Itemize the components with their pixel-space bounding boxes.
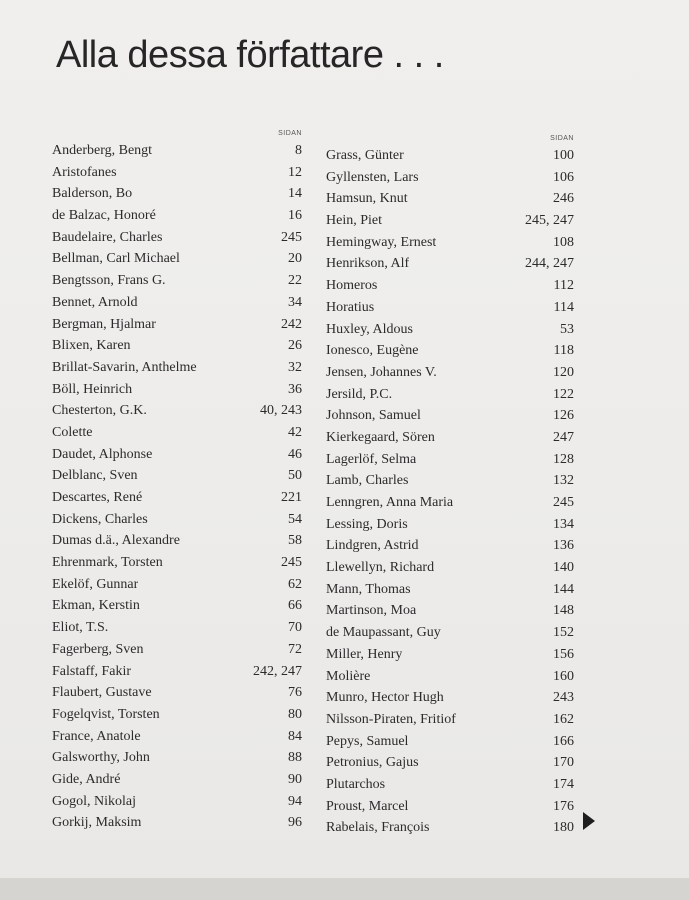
author-entry	[326, 579, 574, 601]
page-number: 54	[288, 511, 302, 527]
page-number: 100	[553, 148, 574, 163]
author-name: Galsworthy, John	[52, 750, 150, 766]
page-title: Alla dessa författare . . .	[56, 34, 444, 76]
author-entry	[52, 530, 302, 552]
page-column-header: SIDAN	[550, 135, 574, 142]
author-entry	[326, 600, 574, 622]
page-number: 16	[288, 208, 302, 224]
author-name: Daudet, Alphonse	[52, 446, 153, 462]
author-name: Hemingway, Ernest	[326, 234, 437, 250]
author-entry	[326, 167, 574, 189]
author-name: Pepys, Samuel	[326, 733, 409, 749]
page-number: 244, 247	[525, 256, 574, 272]
author-name: Baudelaire, Charles	[52, 229, 163, 245]
page-number: 50	[288, 468, 302, 484]
page-number: 176	[553, 798, 574, 814]
author-entry	[326, 384, 574, 406]
author-name: Fogelqvist, Torsten	[52, 706, 160, 722]
author-name: Bengtsson, Frans G.	[52, 273, 166, 289]
author-name: Munro, Hector Hugh	[326, 690, 444, 706]
author-entry	[326, 666, 574, 688]
page-number: 120	[553, 364, 574, 380]
author-entry	[326, 514, 574, 536]
author-entry	[326, 210, 574, 232]
page-number: 144	[553, 581, 574, 597]
author-name: Brillat-Savarin, Anthelme	[52, 359, 197, 375]
author-name: Dickens, Charles	[52, 511, 148, 527]
page-number: 58	[288, 533, 302, 549]
author-entry	[326, 188, 574, 210]
author-name: Blixen, Karen	[52, 338, 131, 354]
author-entry	[52, 444, 302, 466]
author-name: Rabelais, François	[326, 820, 430, 836]
page-number: 66	[288, 598, 302, 614]
author-name: Eliot, T.S.	[52, 620, 109, 636]
author-column-right	[326, 133, 574, 839]
author-name: Gide, André	[52, 771, 121, 787]
author-entry	[326, 774, 574, 796]
page-number: 132	[553, 473, 574, 489]
author-name: Bergman, Hjalmar	[52, 316, 156, 332]
author-name: de Maupassant, Guy	[326, 625, 441, 641]
page-number: 36	[288, 381, 302, 397]
author-name: Lessing, Doris	[326, 516, 408, 532]
page-number: 247	[553, 429, 574, 445]
author-name: Johnson, Samuel	[326, 408, 421, 424]
author-entry	[52, 400, 302, 422]
author-name: Aristofanes	[52, 164, 117, 180]
page-number: 246	[553, 191, 574, 207]
page-number: 221	[281, 490, 302, 505]
page-number: 62	[288, 576, 302, 592]
author-name: Dumas d.ä., Alexandre	[52, 533, 180, 549]
author-name: Gyllensten, Lars	[326, 169, 419, 185]
page-number: 156	[553, 646, 574, 662]
author-list	[52, 140, 302, 834]
author-entry	[326, 405, 574, 427]
page-number: 128	[553, 451, 574, 467]
author-name: Lenngren, Anna Maria	[326, 495, 454, 510]
author-name: Bellman, Carl Michael	[52, 251, 180, 267]
author-name: Lamb, Charles	[326, 473, 409, 489]
author-name: Ekelöf, Gunnar	[52, 576, 139, 592]
author-entry	[326, 362, 574, 384]
page-number: 40, 243	[260, 403, 302, 419]
author-entry	[326, 253, 574, 275]
author-entry	[52, 509, 302, 531]
author-entry	[52, 465, 302, 487]
author-entry	[326, 796, 574, 818]
author-name: Jensen, Johannes V.	[326, 364, 437, 380]
author-entry	[52, 183, 302, 205]
author-entry	[52, 205, 302, 227]
page-number: 180	[553, 820, 574, 836]
page-number: 152	[553, 625, 574, 641]
author-name: Gorkij, Maksim	[52, 815, 142, 831]
page-number: 112	[553, 278, 574, 294]
author-entry	[326, 557, 574, 579]
author-entry	[326, 449, 574, 471]
page-number: 108	[553, 234, 574, 250]
author-name: Mann, Thomas	[326, 581, 411, 597]
author-name: Martinson, Moa	[326, 603, 417, 619]
author-entry	[52, 314, 302, 336]
author-entry	[326, 340, 574, 362]
author-name: Lindgren, Astrid	[326, 538, 419, 554]
page-number: 42	[288, 424, 302, 440]
author-name: Gogol, Nikolaj	[52, 793, 136, 809]
page-number: 134	[553, 516, 574, 532]
page-number: 72	[288, 641, 302, 657]
page-number: 53	[560, 321, 574, 337]
page-number: 118	[553, 343, 574, 359]
author-name: Lagerlöf, Selma	[326, 451, 417, 467]
page-number: 94	[288, 793, 302, 809]
author-entry	[326, 427, 574, 449]
author-entry	[326, 275, 574, 297]
page-number: 14	[288, 186, 302, 202]
author-entry	[326, 687, 574, 709]
page-number: 76	[288, 685, 302, 701]
author-entry	[52, 292, 302, 314]
page-number: 126	[553, 408, 574, 424]
author-name: Molière	[326, 668, 371, 684]
page-number: 245, 247	[525, 213, 574, 229]
page-number: 148	[553, 603, 574, 619]
page-number: 22	[288, 273, 302, 289]
author-name: Petronius, Gajus	[326, 755, 419, 771]
page-number: 88	[288, 750, 302, 766]
author-name: Huxley, Aldous	[326, 321, 413, 337]
page-number: 122	[553, 386, 574, 402]
author-name: Hamsun, Knut	[326, 191, 408, 207]
page-number: 12	[288, 164, 302, 180]
author-entry	[52, 335, 302, 357]
author-entry	[52, 769, 302, 791]
author-name: Flaubert, Gustave	[52, 685, 152, 701]
page-number: 114	[553, 299, 574, 315]
page-number: 245	[553, 495, 574, 510]
page-number: 140	[553, 560, 574, 576]
page-number: 174	[553, 776, 574, 792]
author-name: Homeros	[326, 278, 378, 294]
author-name: Falstaff, Fakir	[52, 663, 132, 679]
author-name: Descartes, René	[52, 490, 143, 505]
author-name: Grass, Günter	[326, 148, 404, 163]
author-name: Llewellyn, Richard	[326, 560, 435, 576]
author-name: Proust, Marcel	[326, 798, 409, 814]
author-entry	[326, 817, 574, 839]
author-name: Ehrenmark, Torsten	[52, 555, 163, 571]
author-entry	[326, 297, 574, 319]
page-number: 242	[281, 316, 302, 332]
page-number: 84	[288, 728, 302, 744]
author-name: Bennet, Arnold	[52, 294, 138, 310]
author-entry	[326, 644, 574, 666]
author-entry	[52, 704, 302, 726]
author-name: Nilsson-Piraten, Fritiof	[326, 711, 456, 727]
author-entry	[326, 731, 574, 753]
page-number: 90	[288, 771, 302, 787]
author-entry	[52, 162, 302, 184]
author-name: Kierkegaard, Sören	[326, 429, 435, 445]
page-number: 106	[553, 169, 574, 185]
author-entry	[326, 752, 574, 774]
author-name: Böll, Heinrich	[52, 381, 133, 397]
author-name: Hein, Piet	[326, 213, 382, 229]
author-entry	[52, 552, 302, 574]
author-entry	[52, 379, 302, 401]
page-number: 166	[553, 733, 574, 749]
author-name: Horatius	[326, 299, 375, 315]
author-entry	[326, 535, 574, 557]
author-entry	[52, 682, 302, 704]
author-entry	[326, 232, 574, 254]
page-number: 46	[288, 446, 302, 462]
author-entry	[52, 270, 302, 292]
author-name: Delblanc, Sven	[52, 468, 138, 484]
author-entry	[326, 319, 574, 341]
author-entry	[52, 357, 302, 379]
page-number: 8	[295, 143, 302, 158]
author-entry	[326, 470, 574, 492]
author-entry	[52, 574, 302, 596]
author-name: Jersild, P.C.	[326, 386, 393, 402]
author-entry	[52, 227, 302, 249]
author-name: Miller, Henry	[326, 646, 403, 662]
page-number: 32	[288, 359, 302, 375]
page-number: 242, 247	[253, 663, 302, 679]
page-number: 80	[288, 706, 302, 722]
author-name: Fagerberg, Sven	[52, 641, 144, 657]
author-entry	[52, 812, 302, 834]
author-entry	[52, 726, 302, 748]
page-number: 245	[281, 555, 302, 571]
author-name: France, Anatole	[52, 728, 141, 744]
author-entry	[52, 661, 302, 683]
author-entry	[52, 487, 302, 509]
author-name: Colette	[52, 424, 93, 440]
author-entry	[52, 791, 302, 813]
page-number: 160	[553, 668, 574, 684]
author-entry	[326, 622, 574, 644]
author-name: Henrikson, Alf	[326, 256, 410, 272]
author-entry	[52, 140, 302, 162]
page-number: 34	[288, 294, 302, 310]
page-number: 245	[281, 229, 302, 245]
author-list	[326, 145, 574, 839]
page-number: 70	[288, 620, 302, 636]
author-entry	[52, 747, 302, 769]
author-entry	[326, 145, 574, 167]
author-name: de Balzac, Honoré	[52, 208, 156, 224]
page-number: 170	[553, 755, 574, 771]
author-name: Chesterton, G.K.	[52, 403, 147, 419]
page-number: 162	[553, 711, 574, 727]
page-number: 136	[553, 538, 574, 554]
author-entry	[326, 492, 574, 514]
page-column-header: SIDAN	[278, 130, 302, 137]
author-name: Balderson, Bo	[52, 186, 133, 202]
page-number: 243	[553, 690, 574, 706]
author-entry	[52, 617, 302, 639]
author-entry	[52, 422, 302, 444]
author-name: Ionesco, Eugène	[326, 343, 419, 359]
page-number: 20	[288, 251, 302, 267]
page-number: 96	[288, 815, 302, 831]
author-entry	[52, 639, 302, 661]
author-column-left	[52, 128, 302, 834]
page-number: 26	[288, 338, 302, 354]
author-name: Plutarchos	[326, 776, 386, 792]
author-entry	[326, 709, 574, 731]
author-name: Anderberg, Bengt	[52, 143, 153, 158]
author-name: Ekman, Kerstin	[52, 598, 140, 614]
triangle-right-icon	[583, 812, 595, 830]
author-entry	[52, 595, 302, 617]
author-entry	[52, 248, 302, 270]
